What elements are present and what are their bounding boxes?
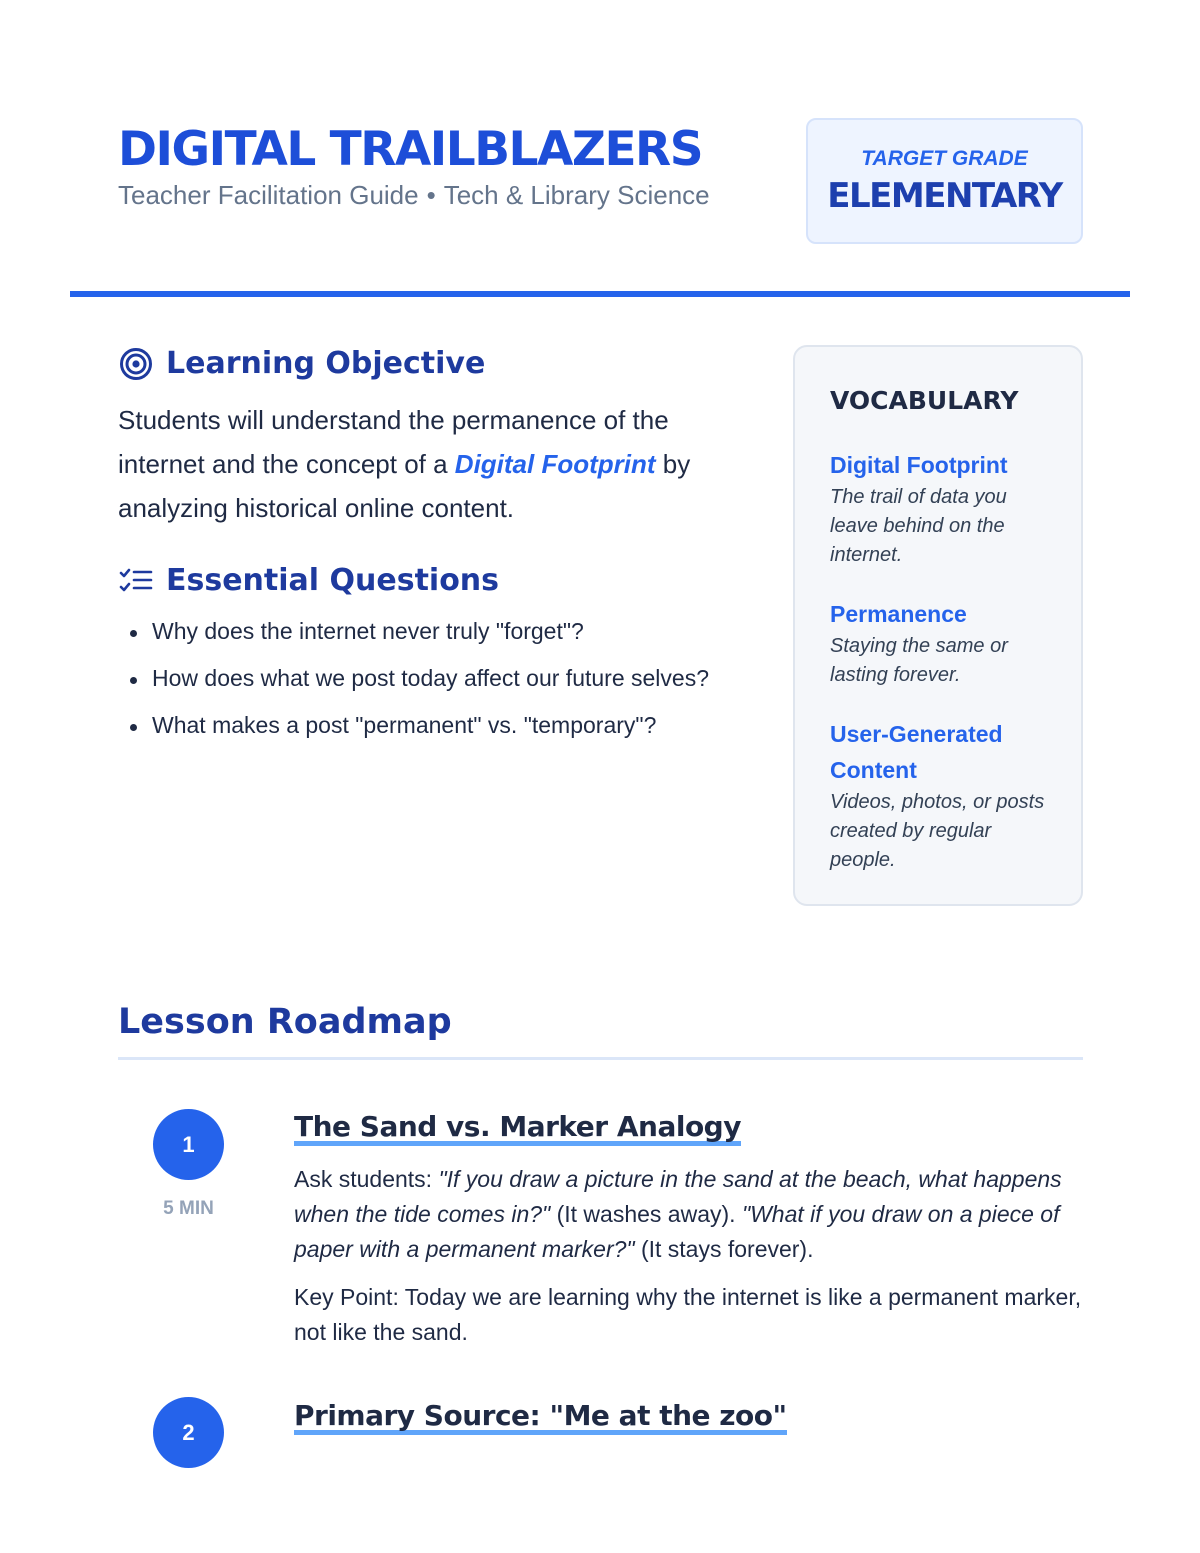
page-title: DIGITAL TRAILBLAZERS <box>118 122 703 177</box>
vocab-term: Digital Footprint <box>830 452 1008 478</box>
step-duration: 5 MIN <box>163 1198 214 1219</box>
objective-highlight: Digital Footprint <box>454 449 656 479</box>
header-divider <box>70 291 1130 297</box>
objective-text <box>118 398 758 530</box>
list-item: Why does the internet never truly "forget"? <box>118 614 718 648</box>
step-quote: "What if you draw on a piece of paper with a permanent marker?" <box>294 1201 1060 1262</box>
target-icon <box>118 346 154 382</box>
objective-text-part: by analyzing historical online content. <box>118 449 691 523</box>
objective-text-part: Students will understand the permanence of the internet and the concept of a <box>118 405 669 479</box>
step-paragraph <box>294 1162 1084 1267</box>
vocabulary-title: VOCABULARY <box>830 386 1019 415</box>
step-title: Primary Source: "Me at the zoo" <box>294 1399 787 1435</box>
step-number-badge: 2 <box>153 1397 224 1468</box>
step-key-point: Key Point: Today we are learning why the internet is like a permanent marker, not like the sand. <box>294 1284 1082 1345</box>
vocab-definition: Videos, photos, or posts created by regular people. <box>830 791 1045 871</box>
vocab-definition: Staying the same or lasting forever. <box>830 635 1008 686</box>
questions-list <box>118 614 718 755</box>
target-grade-box <box>806 118 1083 244</box>
subtitle-separator: • <box>426 180 436 210</box>
header <box>118 118 1083 244</box>
grade-label: TARGET GRADE <box>861 147 1028 170</box>
grade-value: ELEMENTARY <box>827 176 1062 216</box>
list-item: How does what we post today affect our future selves? <box>118 661 718 695</box>
vocab-term: Permanence <box>830 601 967 627</box>
list-item: What makes a post "permanent" vs. "temporary"? <box>118 708 718 742</box>
vocab-definition: The trail of data you leave behind on the internet. <box>830 486 1007 566</box>
vocabulary-panel <box>793 345 1083 906</box>
roadmap-title: Lesson Roadmap <box>118 1002 452 1042</box>
step-title: The Sand vs. Marker Analogy <box>294 1110 741 1146</box>
questions-heading <box>118 563 499 599</box>
questions-heading-label: Essential Questions <box>166 563 500 598</box>
subtitle-subject: Tech & Library Science <box>443 180 710 210</box>
vocab-term: User-Generated Content <box>830 721 1003 783</box>
objective-heading-label: Learning Objective <box>166 346 486 381</box>
subtitle-guide: Teacher Facilitation Guide <box>118 180 419 210</box>
page-subtitle <box>118 180 710 210</box>
step-text: Ask students: <box>294 1166 439 1192</box>
objective-heading <box>118 346 485 382</box>
step-number-badge: 1 <box>153 1109 224 1180</box>
step-text: (It stays forever). <box>634 1236 814 1262</box>
step-description <box>294 1162 1084 1363</box>
checklist-icon <box>118 563 154 599</box>
step-text: (It washes away). <box>550 1201 742 1227</box>
step-quote: "If you draw a picture in the sand at the beach, what happens when the tide comes in?" <box>294 1166 1062 1227</box>
roadmap-divider <box>118 1057 1083 1060</box>
